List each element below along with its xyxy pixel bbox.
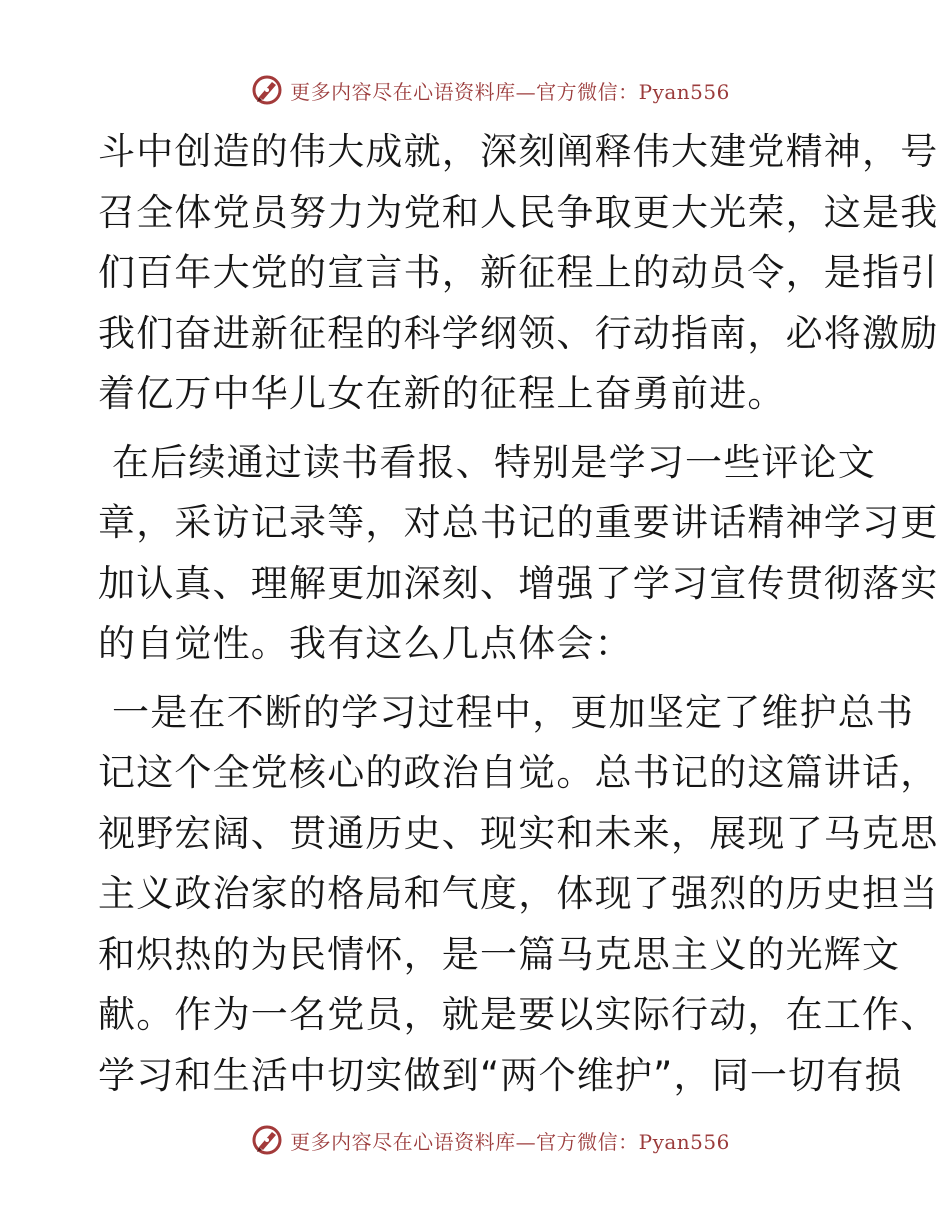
header-watermark-banner xyxy=(0,70,950,110)
header-watermark-inner xyxy=(250,73,730,107)
paragraph-3 xyxy=(98,683,939,1107)
watermark-text: 更多内容尽在心语资料库—官方微信：Pyan556 xyxy=(290,1129,730,1154)
text-line: 的自觉性。我有这么几点体会： xyxy=(98,622,633,665)
text-line: 记这个全党核心的政治自觉。总书记的这篇讲话， xyxy=(98,751,939,794)
text-line: 着亿万中华儿女在新的征程上奋勇前进。 xyxy=(98,372,786,415)
text-line: 一是在不断的学习过程中，更加坚定了维护总书 xyxy=(112,690,915,734)
pen-logo-icon xyxy=(250,73,284,107)
text-line: 章，采访记录等，对总书记的重要讲话精神学习更 xyxy=(98,501,939,544)
text-line: 主义政治家的格局和气度，体现了强烈的历史担当 xyxy=(98,872,939,915)
text-line: 献。作为一名党员，就是要以实际行动，在工作、 xyxy=(98,993,939,1036)
text-line: 视野宏阔、贯通历史、现实和未来，展现了马克思 xyxy=(98,811,939,855)
pen-logo-icon xyxy=(250,1123,284,1157)
text-line: 召全体党员努力为党和人民争取更大光荣，这是我 xyxy=(98,190,939,234)
text-line: 在后续通过读书看报、特别是学习一些评论文 xyxy=(112,440,876,484)
text-line: 我们奋进新征程的科学纲领、行动指南，必将激励 xyxy=(98,311,939,355)
paragraph-1 xyxy=(98,122,939,425)
text-line: 们百年大党的宣言书，新征程上的动员令，是指引 xyxy=(98,251,939,294)
text-line: 和炽热的为民情怀，是一篇马克思主义的光辉文 xyxy=(98,932,901,976)
footer-watermark-inner xyxy=(250,1123,730,1157)
text-line: 斗中创造的伟大成就，深刻阐释伟大建党精神，号 xyxy=(98,130,939,173)
text-line: 加认真、理解更加深刻、增强了学习宣传贯彻落实 xyxy=(98,561,939,605)
text-line: 学习和生活中切实做到“两个维护”，同一切有损 xyxy=(98,1053,903,1097)
watermark-text: 更多内容尽在心语资料库—官方微信：Pyan556 xyxy=(290,79,730,104)
document-body xyxy=(98,122,939,1106)
footer-watermark-banner xyxy=(0,1120,950,1160)
paragraph-2 xyxy=(98,433,939,675)
